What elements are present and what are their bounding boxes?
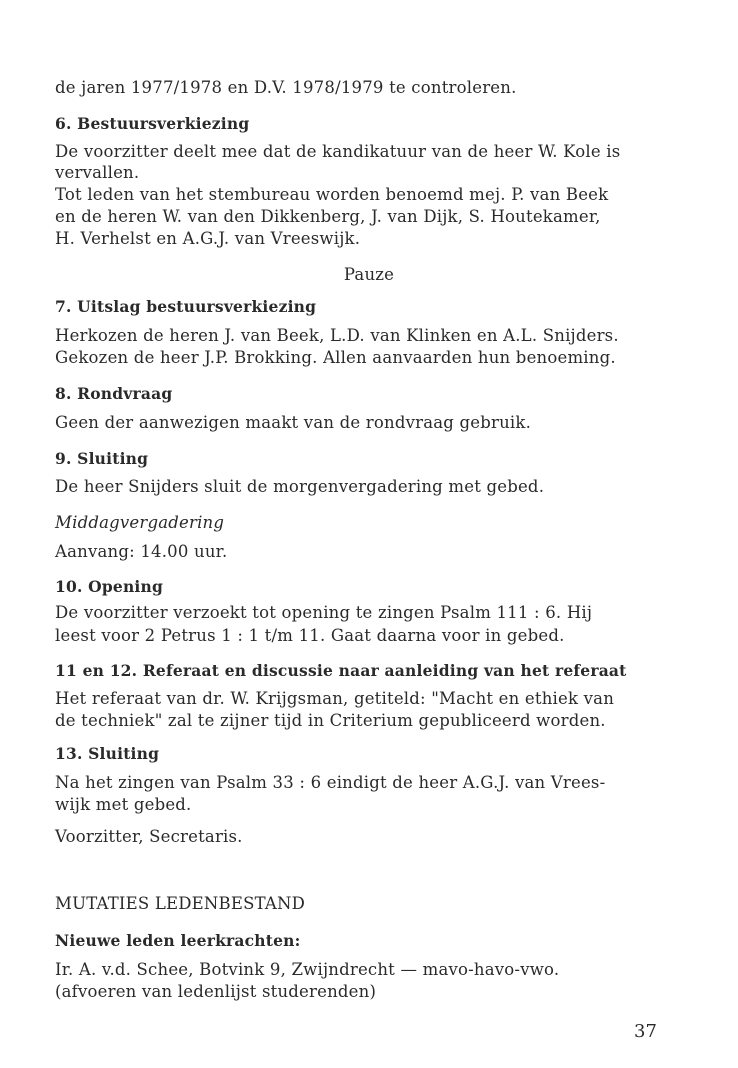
paragraph-line: Aanvang: 14.00 uur. (55, 542, 228, 561)
paragraph-line: de jaren 1977/1978 en D.V. 1978/1979 te controleren. (55, 78, 517, 97)
paragraph-line: Gekozen de heer J.P. Brokking. Allen aanvaarden hun benoeming. (55, 348, 616, 367)
paragraph-line: De voorzitter deelt mee dat de kandikatuur van de heer W. Kole is (55, 142, 621, 161)
paragraph-line: Na het zingen van Psalm 33 : 6 eindigt de heer A.G.J. van Vrees- (55, 773, 606, 792)
paragraph-line: Ir. A. v.d. Schee, Botvink 9, Zwijndrecht — mavo-havo-vwo. (55, 960, 560, 979)
page-number: 37 (634, 1021, 657, 1042)
paragraph-line: en de heren W. van den Dikkenberg, J. van Dijk, S. Houtekamer, (55, 207, 601, 226)
mutations-heading: MUTATIES LEDENBESTAND (55, 894, 306, 913)
paragraph-line: Het referaat van dr. W. Krijgsman, getiteld: "Macht en ethiek van (55, 689, 615, 708)
paragraph-line: Tot leden van het stembureau worden benoemd mej. P. van Beek (55, 185, 609, 204)
pause-heading: Pauze (343, 265, 395, 284)
paragraph-line: H. Verhelst en A.G.J. van Vreeswijk. (55, 229, 361, 248)
section-heading-8: 8. Rondvraag (55, 384, 173, 403)
section-heading-11-12: 11 en 12. Referaat en discussie naar aanleiding van het referaat (55, 661, 627, 680)
section-heading-6: 6. Bestuursverkiezing (55, 114, 250, 133)
paragraph-line: De voorzitter verzoekt tot opening te zingen Psalm 111 : 6. Hij (55, 603, 593, 622)
paragraph-line: Herkozen de heren J. van Beek, L.D. van Klinken en A.L. Snijders. (55, 326, 619, 345)
section-heading-9: 9. Sluiting (55, 449, 149, 468)
paragraph-line: leest voor 2 Petrus 1 : 1 t/m 11. Gaat daarna voor in gebed. (55, 626, 565, 645)
paragraph-line: Geen der aanwezigen maakt van de rondvraag gebruik. (55, 413, 532, 432)
paragraph-line: vervallen. (55, 163, 140, 182)
paragraph-line: de techniek" zal te zijner tijd in Criterium gepubliceerd worden. (55, 711, 606, 730)
paragraph-line: (afvoeren van ledenlijst studerenden) (55, 982, 377, 1001)
afternoon-meeting-heading: Middagvergadering (55, 513, 225, 532)
paragraph-line: wijk met gebed. (55, 795, 192, 814)
section-heading-10: 10. Opening (55, 577, 164, 596)
signature-line: Voorzitter, Secretaris. (55, 827, 243, 846)
section-heading-7: 7. Uitslag bestuursverkiezing (55, 297, 317, 316)
new-members-heading: Nieuwe leden leerkrachten: (55, 931, 301, 950)
paragraph-line: De heer Snijders sluit de morgenvergadering met gebed. (55, 477, 545, 496)
section-heading-13: 13. Sluiting (55, 744, 160, 763)
